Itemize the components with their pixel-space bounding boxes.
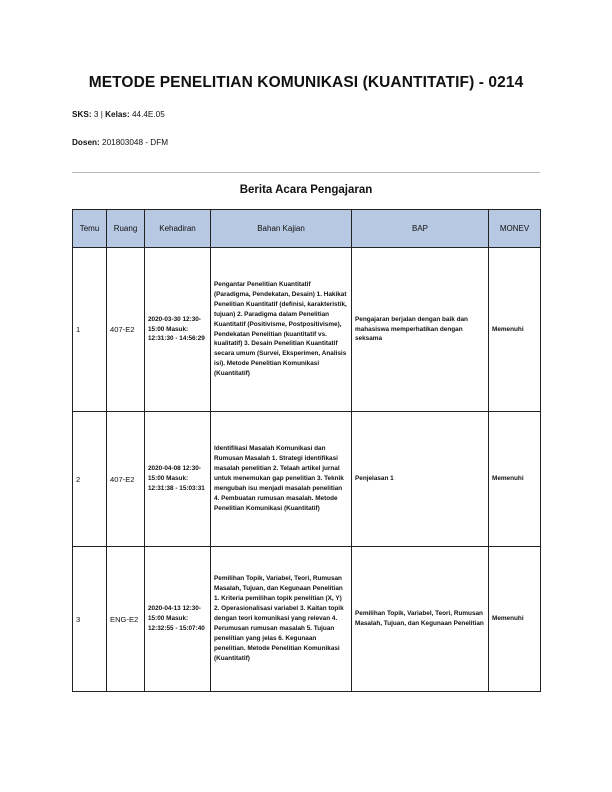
sks-label: SKS: xyxy=(72,110,92,119)
cell-monev: Memenuhi xyxy=(489,248,541,412)
cell-bap: Pemilihan Topik, Variabel, Teori, Rumusan Masalah, Tujuan, dan Kegunaan Penelitian xyxy=(352,547,489,692)
header-temu: Temu xyxy=(73,210,107,248)
table-row xyxy=(73,248,541,412)
kelas-value: 44.4E.05 xyxy=(131,110,165,119)
cell-bahan-kajian: Pengantar Penelitian Kuantitatif (Paradigma, Pendekatan, Desain) 1. Hakikat Penelitian Kuantitatif (definisi, karakteristik, tujuan) 2. Paradigma dalam Penelitian Kuantitatif (Positivisme, Postpositivisme), Pendekatan Penelitian (kuantitatif vs. kualitatif) 3. Desain Penelitian Kuantitatif secara umum (Survei, Eksperimen, Analisis isi). Metode Penelitian Komunikasi (Kuantitatif) xyxy=(211,248,352,412)
cell-temu: 1 xyxy=(73,248,107,412)
dosen-value: 201803048 - DFM xyxy=(102,138,169,147)
cell-bap: Pengajaran berjalan dengan baik dan mahasiswa memperhatikan dengan seksama xyxy=(352,248,489,412)
cell-kehadiran: 2020-04-13 12:30-15:00 Masuk: 12:32:55 - 15:07:40 xyxy=(145,547,211,692)
cell-bahan-kajian: Identifikasi Masalah Komunikasi dan Rumusan Masalah 1. Strategi identifikasi masalah penelitian 2. Telaah artikel jurnal untuk menemukan gap penelitian 3. Teknik mengubah isu menjadi masalah penelitian 4. Pembuatan rumusan masalah. Metode Penelitian Komunikasi (Kuantitatif) xyxy=(211,412,352,547)
divider xyxy=(72,172,540,173)
table-row xyxy=(73,412,541,547)
cell-ruang: 407-E2 xyxy=(107,248,145,412)
cell-kehadiran: 2020-03-30 12:30-15:00 Masuk: 12:31:30 - 14:56:29 xyxy=(145,248,211,412)
cell-bap: Penjelasan 1 xyxy=(352,412,489,547)
header-bap: BAP xyxy=(352,210,489,248)
cell-temu: 2 xyxy=(73,412,107,547)
lecturer-meta xyxy=(72,138,168,147)
table-row xyxy=(73,547,541,692)
document-title: METODE PENELITIAN KOMUNIKASI (KUANTITATIF) - 0214 xyxy=(88,74,524,91)
cell-kehadiran: 2020-04-08 12:30-15:00 Masuk: 12:31:38 - 15:03:31 xyxy=(145,412,211,547)
cell-ruang: ENG-E2 xyxy=(107,547,145,692)
teaching-record-table xyxy=(72,209,541,692)
table-header-row xyxy=(73,210,541,248)
header-ruang: Ruang xyxy=(107,210,145,248)
dosen-label: Dosen: xyxy=(72,138,100,147)
kelas-label: Kelas: xyxy=(105,110,130,119)
header-kehadiran: Kehadiran xyxy=(145,210,211,248)
cell-ruang: 407-E2 xyxy=(107,412,145,547)
header-bahan-kajian: Bahan Kajian xyxy=(211,210,352,248)
cell-monev: Memenuhi xyxy=(489,412,541,547)
meta-separator: | xyxy=(100,110,103,119)
section-title: Berita Acara Pengajaran xyxy=(239,184,373,196)
header-monev: MONEV xyxy=(489,210,541,248)
cell-temu: 3 xyxy=(73,547,107,692)
course-meta xyxy=(72,110,165,119)
sks-value: 3 xyxy=(93,110,99,119)
cell-monev: Memenuhi xyxy=(489,547,541,692)
cell-bahan-kajian: Pemilihan Topik, Variabel, Teori, Rumusan Masalah, Tujuan, dan Kegunaan Penelitian 1. Kriteria pemilihan topik penelitian (X, Y) 2. Operasionalisasi variabel 3. Kaitan topik dengan teori komunikasi yang relevan 4. Perumusan rumusan masalah 5. Tujuan penelitian yang jelas 6. Kegunaan penelitian. Metode Penelitian Komunikasi (Kuantitatif) xyxy=(211,547,352,692)
